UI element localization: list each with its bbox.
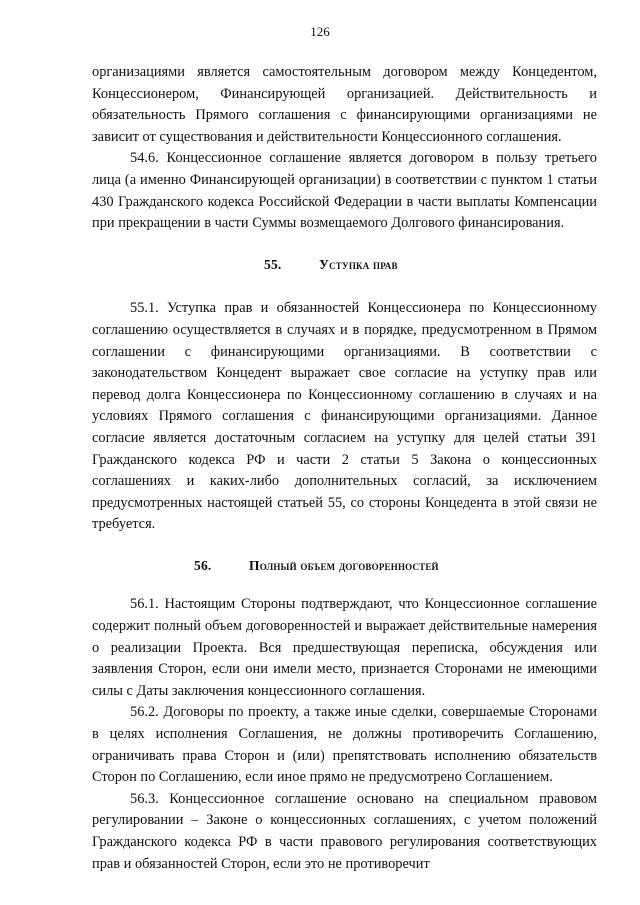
section-number: 56. (194, 557, 212, 573)
section-title: Уступка прав (319, 256, 398, 272)
paragraph-56-1: 56.1. Настоящим Стороны подтверждают, что Концессионное соглашение содержит полный объем договоренностей и выражает действительные намерения о реализации Проекта. Вся предшествующая переписка, обсуждения или заявления Сторон, если они имели место, признается Сторонами не имеющими силы с Даты заключения концессионного соглашения. (92, 596, 597, 699)
page-number: 126 (310, 24, 330, 39)
document-body (92, 62, 597, 875)
section-title: Полный объем договоренностей (249, 557, 439, 573)
paragraph-54-5-continued: организациями является самостоятельным договором между Концедентом, Концессионером, Финансирующей организацией. Действительность и обязательность Прямого соглашения с финансирующими организациями не зависит от существования и действительности Концессионного соглашения. (92, 64, 597, 145)
paragraph-54-6: 54.6. Концессионное соглашение является договором в пользу третьего лица (а именно Финансирующей организации) в соответствии с пунктом 1 статьи 430 Гражданского кодекса Российской Федерации в части выплаты Компенсации при прекращении в части Суммы возмещаемого Долгового финансирования. (92, 150, 597, 232)
section-number: 55. (264, 256, 282, 272)
paragraph-55-1: 55.1. Уступка прав и обязанностей Концессионера по Концессионному соглашению осуществляется в случаях и в порядке, предусмотренном в Прямом соглашении с финансирующими организациями. В соответствии с законодательством Концедент выражает свое согласие на уступку прав или перевод долга Концессионера по Концессионному соглашению в случаях и на условиях Прямого соглашения с финансирующими организациями. Данное согласие является достаточным согласием на уступку для целей статьи 391 Гражданского кодекса РФ и части 2 статьи 5 Закона о концессионных соглашениях и каких-либо дополнительных согласий, за исключением предусмотренных настоящей статьей 55, со стороны Концедента в этой связи не требуется. (92, 300, 597, 533)
paragraph-56-3: 56.3. Концессионное соглашение основано на специальном правовом регулировании – Законе о концессионных соглашениях, с учетом положений Гражданского кодекса РФ в части правового регулирования соответствующих прав и обязанностей Сторон, если это не противоречит (92, 790, 597, 872)
section-heading-56 (92, 555, 597, 577)
section-heading-55 (92, 254, 597, 276)
paragraph-56-2: 56.2. Договоры по проекту, а также иные сделки, совершаемые Сторонами в целях исполнения Соглашения, не должны противоречить Соглашению, ограничивать права Сторон и (или) препятствовать исполнению обязательств Сторон по Соглашению, если иное прямо не предусмотрено Соглашением. (92, 704, 597, 786)
